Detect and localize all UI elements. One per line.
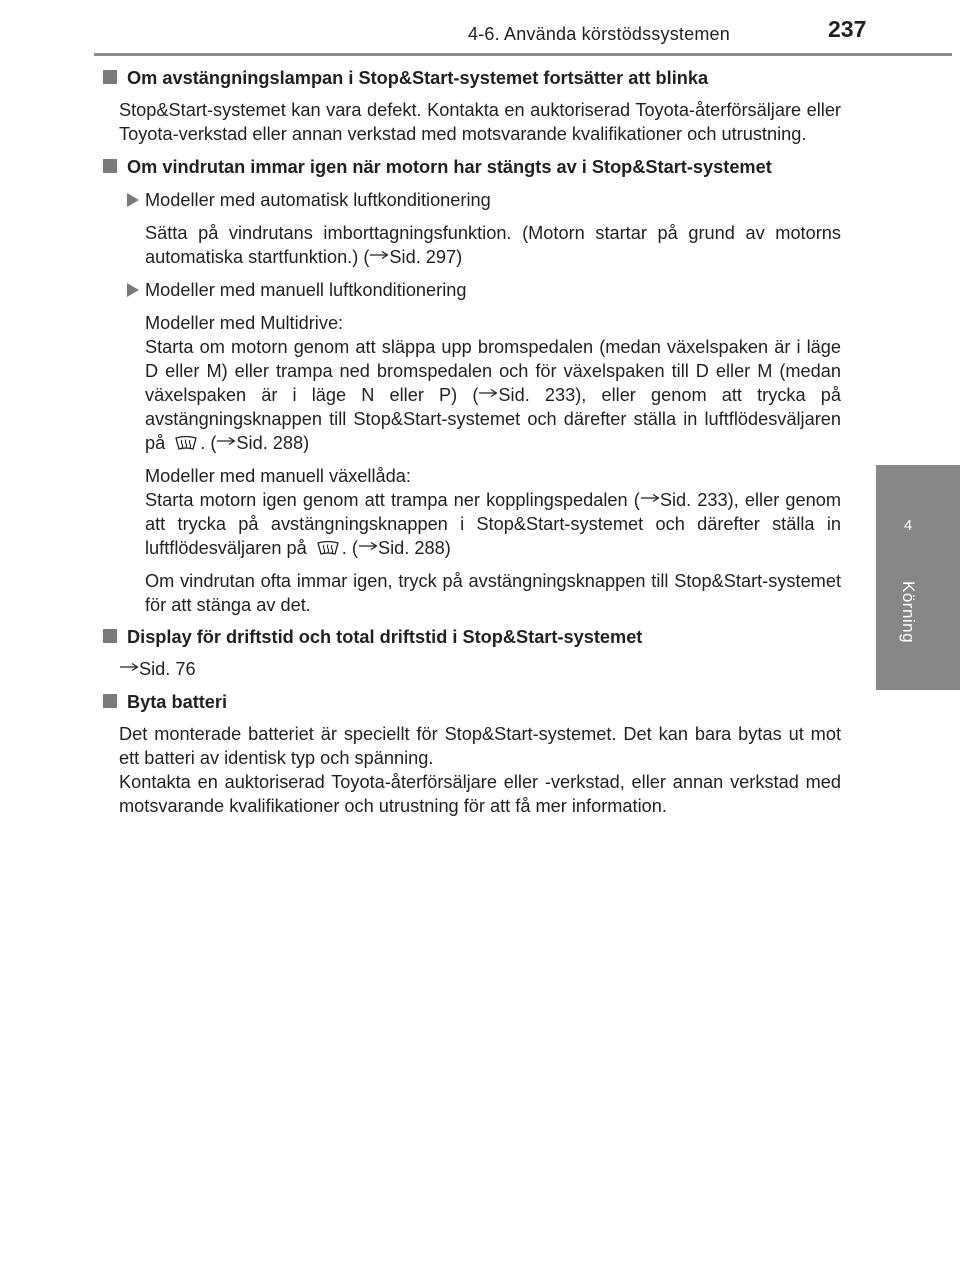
page-content [100, 66, 841, 818]
chapter-title: 4-6. Använda körstödssystemen [468, 24, 730, 44]
body-text: . ( [200, 433, 217, 453]
section-heading-text: Display för driftstid och total driftstid i Stop&Start-systemet [127, 627, 643, 647]
section-heading [100, 66, 841, 90]
arrow-right-icon [478, 388, 498, 398]
page-number: 237 [828, 16, 867, 42]
body-text: ) [456, 247, 463, 267]
arrow-right-icon [369, 250, 389, 260]
side-tab-label: Körning [899, 581, 918, 644]
closing-note: Om vindrutan ofta immar igen, tryck på avstängningsknappen till Stop&Start-systemet för att stänga av det. [145, 571, 841, 615]
section-body: Kontakta en auktoriserad Toyota-återförsäljare eller -verkstad, eller annan verkstad med motsvarande kvalifikationer och utrustning för att få mer information. [119, 772, 841, 816]
section-heading [100, 690, 841, 714]
body-text: ) [303, 433, 310, 453]
page-reference-link[interactable]: Sid. 288 [236, 433, 304, 453]
subsection-title: Modeller med manuell luftkonditionering [145, 280, 467, 300]
section-body [100, 657, 841, 681]
page-reference-link[interactable]: Sid. 288 [377, 538, 445, 558]
section-heading-text: Om vindrutan immar igen när motorn har stängts av i Stop&Start-systemet [127, 157, 772, 177]
page-reference-link[interactable]: Sid. 297 [389, 247, 457, 267]
section-square-icon [103, 159, 117, 173]
section-heading [100, 625, 841, 649]
page-reference-link[interactable]: Sid. 76 [139, 659, 196, 679]
subsection-body [100, 221, 841, 269]
section-heading-text: Byta batteri [127, 692, 228, 712]
subsection-title: Modeller med automatisk luftkonditionering [145, 190, 491, 210]
arrow-right-icon [119, 662, 139, 672]
body-text: Starta motorn igen genom att trampa ner kopplingspedalen ( [145, 490, 640, 510]
windshield-defroster-icon [174, 433, 198, 449]
header-divider [94, 53, 952, 56]
body-text: ), eller genom att trycka på avstängningsknappen i Stop&Start-systemet och därefter ställa in luftflödesväljaren på [145, 490, 841, 558]
section-body: Det monterade batteriet är speciellt för Stop&Start-systemet. Det kan bara bytas ut mot ett batteri av identisk typ och spänning. [119, 724, 841, 768]
body-text: . ( [341, 538, 358, 558]
arrow-right-icon [640, 493, 660, 503]
triangle-bullet-icon [127, 193, 139, 207]
subsection-heading [100, 278, 841, 302]
triangle-bullet-icon [127, 283, 139, 297]
multidrive-body [100, 335, 841, 455]
section-heading-text: Om avstängningslampan i Stop&Start-systemet fortsätter att blinka [127, 68, 709, 88]
section-heading [100, 155, 841, 179]
page-reference-link[interactable]: Sid. 233 [659, 490, 728, 510]
section-square-icon [103, 629, 117, 643]
multidrive-title: Modeller med Multidrive: [145, 313, 344, 333]
section-square-icon [103, 694, 117, 708]
arrow-right-icon [358, 541, 378, 551]
arrow-right-icon [216, 436, 236, 446]
manual-body [100, 488, 841, 560]
section-body: Stop&Start-systemet kan vara defekt. Kontakta en auktoriserad Toyota-återförsäljare eller Toyota-verkstad eller annan verkstad med motsvarande kvalifikationer och utrustning. [119, 100, 841, 144]
subsection-heading [100, 188, 841, 212]
section-square-icon [103, 70, 117, 84]
chapter-side-tab [876, 465, 960, 690]
manual-title: Modeller med manuell växellåda: [145, 466, 411, 486]
body-text: Starta om motorn genom att släppa upp bromspedalen (medan växelspaken är i läge D eller M) eller trampa ned bromspedalen och för växelspaken till D eller M (medan växelspaken är i läge N eller P) ( [145, 337, 841, 405]
windshield-defroster-icon [316, 538, 340, 554]
body-text: ), eller genom att trycka på avstängningsknappen till Stop&Start-systemet och därefter ställa in luftflödesväljaren på [145, 385, 841, 453]
body-text: Sätta på vindrutans imborttagningsfunktion. (Motorn startar på grund av motorns automatiska startfunktion.) ( [145, 223, 841, 267]
side-tab-number: 4 [903, 517, 913, 534]
page-reference-link[interactable]: Sid. 233 [498, 385, 576, 405]
body-text: ) [444, 538, 451, 558]
